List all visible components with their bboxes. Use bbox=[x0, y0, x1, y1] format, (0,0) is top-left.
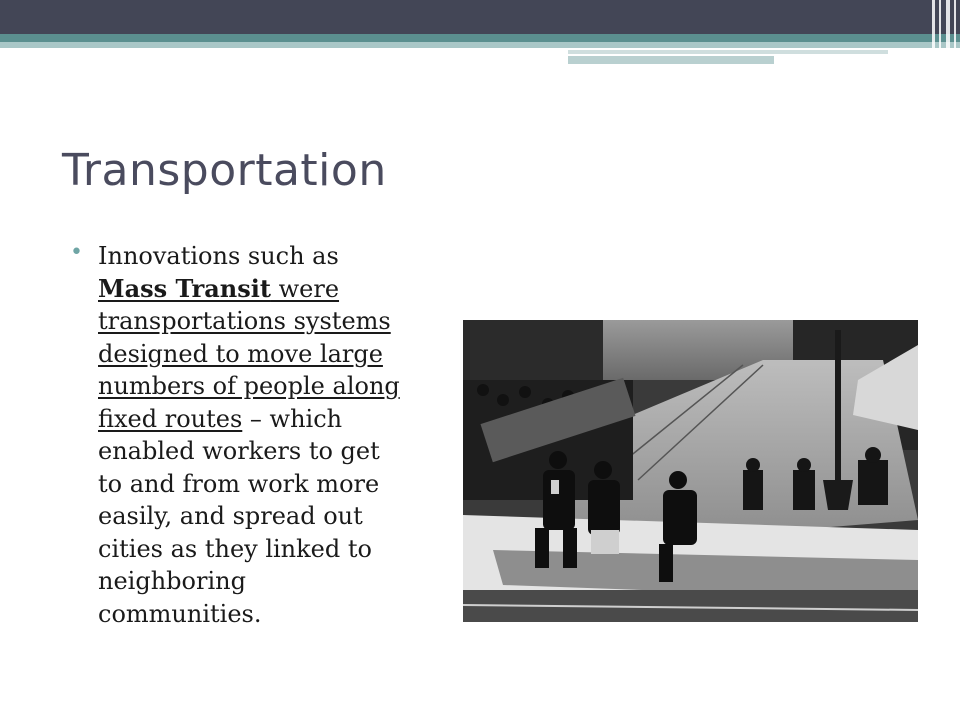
term-fixed-routes: fixed routes bbox=[98, 404, 243, 433]
text-line: communities. bbox=[98, 599, 262, 628]
slide-title: Transportation bbox=[62, 145, 387, 196]
bullet-text bbox=[98, 240, 468, 630]
header-accent-strip-2 bbox=[568, 56, 774, 64]
header-bar-dark bbox=[0, 0, 960, 34]
text-line: easily, and spread out bbox=[98, 502, 363, 530]
text-line: to and from work more bbox=[98, 469, 380, 498]
header-rail bbox=[954, 0, 956, 64]
text-line: cities as they linked to bbox=[98, 534, 372, 563]
header-rail bbox=[946, 0, 950, 64]
text-line bbox=[98, 403, 468, 436]
term-mass-transit: Mass Transit bbox=[98, 273, 271, 303]
text-line: numbers of people along bbox=[98, 372, 400, 400]
header-rail bbox=[932, 0, 935, 64]
text-fragment: – which bbox=[242, 404, 343, 433]
text-line: transportations systems bbox=[98, 307, 391, 335]
text-line: Innovations such as bbox=[98, 242, 339, 270]
header-bar-light bbox=[0, 42, 960, 48]
text-fragment: were bbox=[270, 274, 340, 303]
text-line bbox=[98, 273, 468, 306]
bullet-marker: • bbox=[70, 240, 83, 265]
streetcar-photo bbox=[463, 320, 918, 622]
header-bar-teal bbox=[0, 34, 960, 42]
header-accent-strip bbox=[568, 50, 888, 54]
header-rail bbox=[939, 0, 941, 64]
text-line: enabled workers to get bbox=[98, 437, 380, 465]
text-line: neighboring bbox=[98, 567, 246, 595]
text-line: designed to move large bbox=[98, 339, 383, 368]
